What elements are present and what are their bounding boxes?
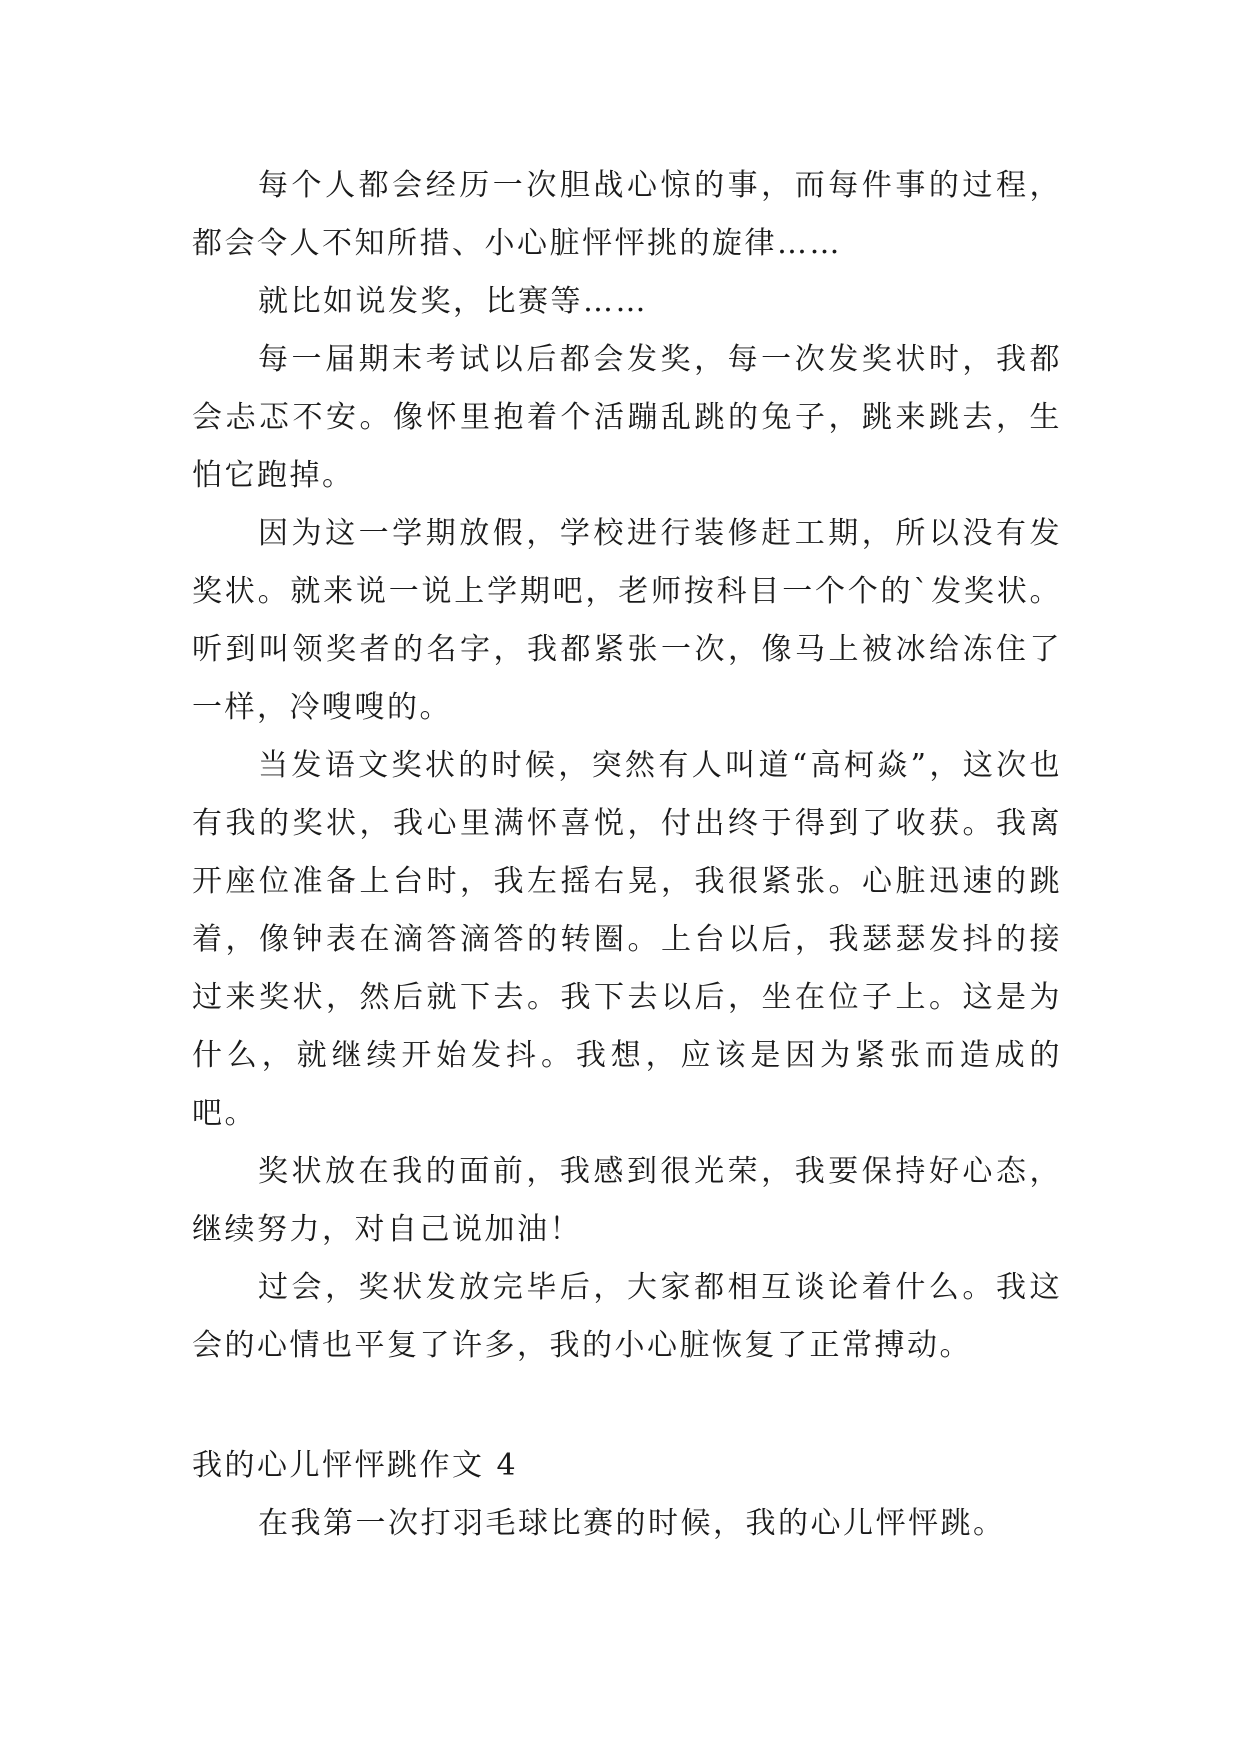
paragraph: 每个人都会经历一次胆战心惊的事，而每件事的过程，都会令人不知所措、小心脏怦怦挑的旋律…… [192,168,1062,261]
essay-body [192,157,1062,1553]
paragraph: 就比如说发奖，比赛等…… [258,284,648,319]
paragraph: 当发语文奖状的时候，突然有人叫道“高柯焱”，这次也有我的奖状，我心里满怀喜悦，付出终于得到了收获。我离开座位准备上台时，我左摇右晃，我很紧张。心脏迅速的跳着，像钟表在滴答滴答的转圈。上台以后，我瑟瑟发抖的接过来奖状，然后就下去。我下去以后，坐在位子上。这是为什么，就继续开始发抖。我想，应该是因为紧张而造成的吧。 [192,748,1062,1131]
paragraph: 因为这一学期放假，学校进行装修赶工期，所以没有发奖状。就来说一说上学期吧，老师按科目一个个的`发奖状。听到叫领奖者的名字，我都紧张一次，像马上被冰给冻住了一样，冷嗖嗖的。 [192,516,1062,725]
paragraph: 过会，奖状发放完毕后，大家都相互谈论着什么。我这会的心情也平复了许多，我的小心脏恢复了正常搏动。 [192,1270,1062,1363]
paragraph: 每一届期末考试以后都会发奖，每一次发奖状时，我都会忐忑不安。像怀里抱着个活蹦乱跳的兔子，跳来跳去，生怕它跑掉。 [192,342,1062,493]
section-title: 我的心儿怦怦跳作文 4 [192,1448,519,1483]
paragraph: 在我第一次打羽毛球比赛的时候，我的心儿怦怦跳。 [258,1506,1006,1541]
paragraph: 奖状放在我的面前，我感到很光荣，我要保持好心态，继续努力，对自己说加油！ [192,1154,1062,1247]
